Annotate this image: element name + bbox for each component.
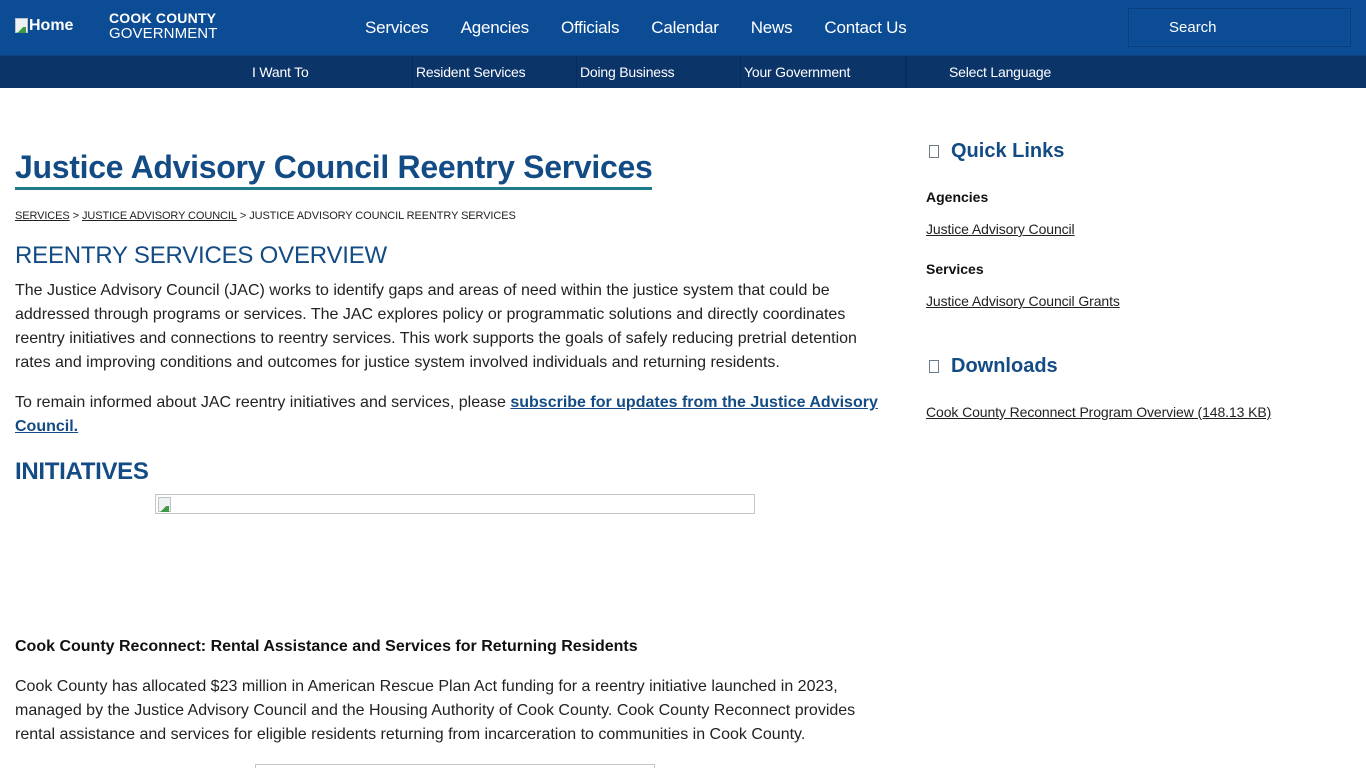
breadcrumb-current: JUSTICE ADVISORY COUNCIL REENTRY SERVICES [249,210,516,222]
nav-contact-us[interactable]: Contact Us [824,17,907,37]
downloads-title: Downloads [951,355,1058,377]
breadcrumb-separator: > [239,210,247,222]
link-icon [929,145,939,158]
nav-agencies[interactable]: Agencies [460,17,529,37]
broken-image-icon [158,497,172,513]
breadcrumb [15,210,516,222]
brand-line-2: GOVERNMENT [109,25,218,42]
select-language-dropdown[interactable]: Select Language [906,56,1106,88]
nav-news[interactable]: News [750,17,793,37]
breadcrumb-justice-advisory-council[interactable]: JUSTICE ADVISORY COUNCIL [81,210,237,222]
reconnect-heading: Cook County Reconnect: Rental Assistance and Services for Returning Residents [15,638,638,655]
justice-advisory-council-link[interactable]: Justice Advisory Council [926,221,1075,237]
subnav-doing-business[interactable]: Doing Business [577,56,741,88]
broken-image-icon [15,18,29,34]
nav-services[interactable]: Services [365,17,429,37]
overview-heading: REENTRY SERVICES OVERVIEW [15,242,388,269]
subscribe-text: To remain informed about JAC reentry initiatives and services, please [15,394,511,411]
subnav-your-government[interactable]: Your Government [741,56,906,88]
downloads-heading [926,354,1058,378]
reconnect-image-placeholder [255,764,655,768]
initiatives-heading: INITIATIVES [15,458,149,485]
main-nav [349,0,923,55]
quick-links-heading [926,139,1064,163]
overview-paragraph: The Justice Advisory Council (JAC) works to identify gaps and areas of need within the justice system that could be addressed through programs or services. The JAC explores policy or programmatic solutions and directly coordinates reentry initiatives and connections to reentry services. This work supports the goals of safely reducing pretrial detention rates and improving conditions and outcomes for justice system involved individuals and returning residents. [15,282,857,371]
subscribe-link[interactable]: subscribe for updates from the Justice Advisory Council. [15,394,878,435]
breadcrumb-separator: > [72,210,79,222]
page-title: Justice Advisory Council Reentry Services [15,148,652,190]
services-label: Services [926,261,984,277]
subnav-resident-services[interactable]: Resident Services [413,56,577,88]
search-input[interactable] [1129,9,1350,46]
secondary-nav-bar [0,55,1366,88]
reconnect-paragraph: Cook County has allocated $23 million in American Rescue Plan Act funding for a reentry initiative launched in 2023, managed by the Justice Advisory Council and the Housing Authority of Cook County. Cook County Reconnect provides rental assistance and services for eligible residents returning from incarceration to communities in Cook County. [15,678,856,743]
justice-advisory-council-grants-link[interactable]: Justice Advisory Council Grants [926,293,1120,309]
subscribe-paragraph [15,391,885,439]
initiatives-image-placeholder [155,494,755,514]
home-logo-link[interactable] [15,16,73,36]
subnav-i-want-to[interactable]: I Want To [250,56,413,88]
reconnect-program-overview-download-link[interactable]: Cook County Reconnect Program Overview (148.13 KB) [926,404,1272,420]
search-box [1128,8,1351,47]
site-header [0,0,1366,55]
quick-links-title: Quick Links [951,140,1065,162]
county-brand[interactable] [109,10,218,42]
nav-officials[interactable]: Officials [560,17,620,37]
home-logo-alt-text: Home [29,17,74,34]
nav-calendar[interactable]: Calendar [651,17,719,37]
brand-line-1: COOK COUNTY [109,10,217,26]
download-icon [929,360,939,373]
breadcrumb-services[interactable]: SERVICES [15,210,70,222]
secondary-nav [250,56,1106,88]
agencies-label: Agencies [926,189,989,205]
